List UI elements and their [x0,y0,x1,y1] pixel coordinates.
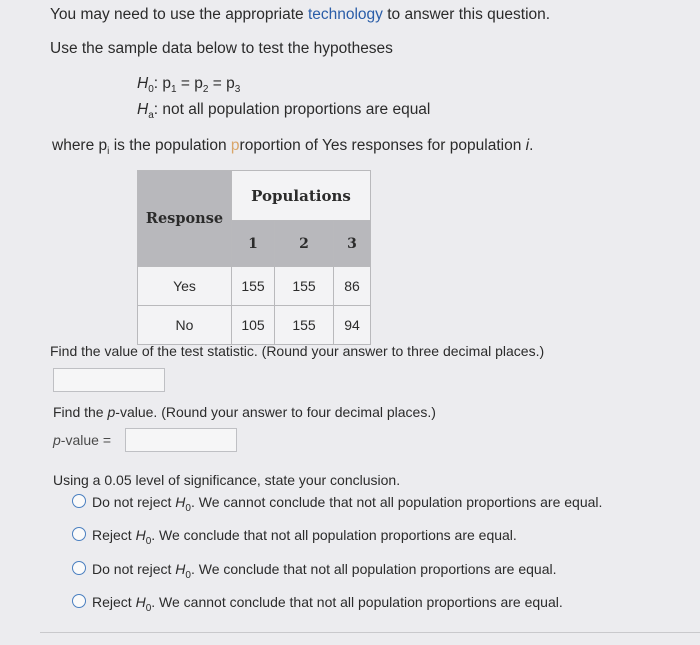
where-sub: i [107,146,110,158]
table-cell: 155 [232,267,275,306]
populations-header: Populations [232,171,371,221]
h0-h: H [137,75,149,92]
conclusion-option-1[interactable] [72,494,602,514]
table-cell: 86 [334,267,371,306]
intro-before: You may need to use the appropriate [50,6,308,23]
conclusion-option-2[interactable] [72,527,517,547]
option-text-a: Do not reject [92,494,176,510]
table-cell: 105 [232,306,275,345]
pvalue-q-p: p [107,404,116,420]
data-table [137,170,371,345]
where-b: is the population [109,137,231,154]
option-text-b: . We conclude that not all population proportions are equal. [151,527,517,543]
test-statistic-input[interactable] [53,368,165,392]
option-sub: 0 [145,535,152,547]
where-a: where p [52,137,108,154]
ha-h: H [137,101,149,118]
h0-p1-sub: 1 [171,84,177,96]
response-header: Response [138,171,232,267]
where-e: . [529,137,534,154]
option-sub: 0 [185,569,191,581]
h0-p: : p [153,75,171,92]
table-row [138,306,371,345]
population-number: 2 [275,221,334,267]
pvalue-label-rest: -value = [60,432,111,448]
null-hypothesis [137,75,240,95]
conclusion-option-4[interactable] [72,594,563,614]
pvalue-q-b: -value. (Round your answer to four decimal places.) [115,404,436,420]
population-number: 1 [232,221,275,267]
option-text-a: Do not reject [92,561,176,577]
conclusion-question: Using a 0.05 level of significance, state your conclusion. [53,472,401,488]
option-sub: 0 [145,602,152,614]
pvalue-label [53,432,111,448]
h0-eq2: = p [208,75,235,92]
h0-p2-sub: 2 [202,84,209,96]
radio-button[interactable] [72,561,86,575]
alt-hypothesis [137,101,430,121]
technology-link[interactable]: technology [307,6,383,23]
option-h: H [175,561,186,577]
intro-after: to answer this question. [382,6,551,23]
option-text-a: Reject [92,527,136,543]
conclusion-option-3[interactable] [72,561,557,581]
table-cell: 155 [275,306,334,345]
test-statistic-question: Find the value of the test statistic. (Round your answer to three decimal places.) [50,343,545,359]
h0-p3-sub: 3 [234,84,241,96]
where-i: i [525,137,530,154]
divider [40,632,700,633]
option-h: H [135,594,146,610]
option-text-a: Reject [92,594,136,610]
ha-sub: a [148,110,154,122]
table-cell: 94 [334,306,371,345]
table-row [138,267,371,306]
ha-text: : not all population proportions are equal [153,101,431,118]
pvalue-label-p: p [53,432,61,448]
pvalue-question [53,404,436,420]
option-text-b: . We conclude that not all population proportions are equal. [190,561,557,577]
instruction-text: Use the sample data below to test the hypotheses [50,40,393,57]
option-h: H [175,494,186,510]
pvalue-q-a: Find the [53,404,108,420]
radio-button[interactable] [72,527,86,541]
where-text [52,137,533,157]
h0-eq1: = p [176,75,203,92]
row-label: No [138,306,232,345]
option-sub: 0 [185,502,191,514]
radio-button[interactable] [72,594,86,608]
option-text-b: . We cannot conclude that not all population proportions are equal. [151,594,563,610]
h0-sub: 0 [148,84,154,96]
option-text-b: . We cannot conclude that not all population proportions are equal. [190,494,603,510]
where-highlight: p [230,137,240,154]
pvalue-input[interactable] [125,428,237,452]
row-label: Yes [138,267,232,306]
population-number: 3 [334,221,371,267]
option-h: H [135,527,146,543]
intro-text [50,6,550,24]
where-c: roportion of Yes responses for population [239,137,526,154]
radio-button[interactable] [72,494,86,508]
table-cell: 155 [275,267,334,306]
